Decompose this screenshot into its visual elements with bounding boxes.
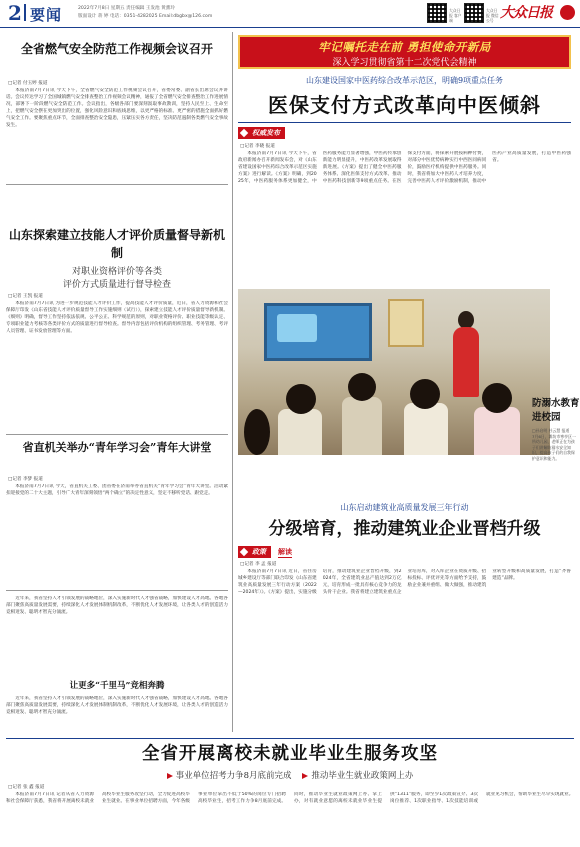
child-figure [286, 384, 316, 414]
banner-subtitle: 深入学习贯彻省第十二次党代会精神 [332, 58, 477, 68]
policy-tag-label: 解读 [278, 547, 292, 556]
child-figure [278, 409, 322, 455]
article-headline[interactable]: 全省开展离校未就业毕业生服务攻坚 [142, 744, 438, 764]
article-kicker: 山东建设国家中医药综合改革示范区，明确9项重点任务 [305, 76, 504, 85]
divider [6, 184, 228, 185]
child-figure [410, 379, 440, 409]
logo-emblem-icon [560, 5, 575, 20]
meta-line-1: 2022年7月8日 星期五 责任编辑 王发池 黄薰玲 [78, 6, 175, 11]
byline: □记者 付玉婷 报道 [8, 81, 48, 86]
article-kicker: 山东启动建筑业高质量发展三年行动 [340, 503, 469, 512]
byline: □记者 王凯 报道 [8, 294, 43, 299]
qr-code-icon[interactable] [464, 3, 484, 23]
article-body: 本报济南7月7日讯 近日，省住房城乡建设厅等部门联合印发《山东省建筑业高质量发展三年行动方案（2022—2024年）》。《方案》提出，实施分级培育，推动建筑业企业晋档升级，到2024年，全省建筑业总产值达到2万亿元，培育形成一批具有核心竞争力的龙头骨干企业。我省将建立建筑业重点企业培育库，对入库企业在资质升级、招标投标、评优评先等方面给予支持，鼓励企业兼并重组、做大做强，推动建筑业转型升级和高质量发展，打造“齐鲁建造”品牌。 [238, 569, 571, 595]
teacher-figure [453, 327, 479, 397]
byline: □记者 李梦 报道 [8, 477, 43, 482]
photo-title: 防溺水教育进校园 [532, 398, 580, 423]
byline: □记者 李晓 报道 [240, 144, 275, 149]
masthead [0, 0, 580, 28]
bullet-triangle-icon [167, 773, 173, 779]
byline: □记者 李 孟 报道 [240, 562, 277, 567]
section-name: 要闻 [30, 6, 63, 24]
article-headline[interactable]: 山东探索建立技能人才评价质量督导新机制 [8, 228, 225, 260]
divider [238, 122, 571, 123]
article-headline[interactable]: 全省燃气安全防范工作视频会议召开 [20, 42, 213, 56]
news-photo[interactable] [238, 289, 550, 455]
article-body: 近年来，我省坚持人才引领发展的战略地位，深入实施新时代人才强省战略，加快建设人才高地。各地各部门聚焦高质量发展需要，持续深化人才发展体制机制改革，不断优化人才发展环境，让各类人才的创造活力竞相迸发、聪明才智充分涌流。 [6, 596, 228, 615]
article-body: 本报济南7月7日讯 记者从省人力资源和社会保障厅获悉，我省将开展离校未就业高校毕业生服务攻坚行动，全力促进高校毕业生就业。在事业单位招聘方面，今年各级事业单位拿出不低于50%的岗位专门招聘高校毕业生，招考工作力争8月底前完成。同时，推动毕业生就业政策网上办、掌上办，对有就业意愿的离校未就业毕业生提供“1311”服务，即至少1次政策宣介、3次岗位推荐、1次职业指导、1次技能培训或就业见习机会，帮助毕业生尽早实现就业。 [6, 792, 574, 804]
child-figure [244, 409, 270, 455]
child-figure [474, 407, 520, 455]
photo-caption [532, 428, 578, 462]
banner-slogan: 牢记嘱托走在前 勇担使命开新局 [318, 40, 491, 54]
article-headline[interactable]: 分级培育，推动建筑业企业晋档升级 [268, 519, 541, 539]
article-subhead: 评价方式质量进行督导检查 [62, 280, 171, 290]
column-divider [232, 32, 233, 732]
lead-headline[interactable]: 医保支付方式改革向中医倾斜 [268, 93, 541, 117]
qr-code-icon[interactable] [427, 3, 447, 23]
divider [6, 434, 228, 435]
child-figure [404, 403, 448, 455]
qr-caption: 大众日报 客户端 [449, 8, 462, 23]
photo-byline: □孙启明 杜云慧 报道 [532, 428, 570, 433]
page-number: 2 [8, 1, 22, 25]
photo-caption-text: 7月6日，潍坊市寒亭区一所幼儿园，老师正在为孩子们讲解防溺水安全知识，提高孩子们的自我保护意识和能力。 [532, 433, 576, 461]
article-headline[interactable]: 省直机关举办“青年学习会”青年大讲堂 [22, 441, 212, 454]
classroom-screen [264, 303, 372, 361]
campaign-banner [238, 35, 571, 69]
article-subhead [6, 769, 574, 781]
article-headline[interactable]: 让更多“千里马”竞相奔腾 [69, 681, 165, 691]
subhead-item: 事业单位招考力争8月底前完成 [175, 771, 292, 781]
article-body: 本报济南7月7日讯 今天下午，全省燃气安全防范工作视频会议召开，省委常委、副省长出席会议并讲话。会议传达学习了全国城镇燃气安全排查整治工作视频会议精神，通报了全省燃气安全排查整治工作进展情况，部署下一阶段燃气安全防范工作。会议指出，各级各部门要深刻汲取事故教训，坚持人民至上、生命至上，把燃气安全摆在更加突出的位置，强化风险意识和底线思维，以更严格的标准、更严密的措施全面抓好燃气安全工作。要聚焦重点环节，全面排查整治安全隐患，压紧压实各方责任，坚决防范遏制各类燃气安全事故发生。 [6, 88, 228, 128]
child-figure [348, 373, 376, 401]
article-body: 本报济南7月7日讯 今天，省直机关工委、团省委在济南举办省直机关“青年学习会”青年大讲堂。活动紧扣迎接党的二十大主题，引导广大青年深刻领悟“两个确立”的决定性意义，坚定不移听党话、跟党走。 [6, 484, 228, 496]
policy-tag: 政策 [238, 546, 271, 558]
child-figure [342, 397, 382, 455]
section-divider [24, 4, 26, 21]
page-meta [78, 5, 318, 20]
child-figure [482, 383, 512, 413]
article-subhead: 对职业资格评价等各类 [71, 267, 162, 277]
article-body: 本报济南7月7日讯 为进一步规范技能人才评价工作，提高技能人才评价质量，近日，省人力资源和社会保障厅印发《山东省技能人才评价质量督导工作实施细则（试行）》，探索建立技能人才评价质量督导新机制。《细则》明确，督导工作坚持依法依规、公平公正、科学规范的原则，对职业资格评价、职业技能等级认定、专项职业能力考核等各类评价方式的质量进行督导检查。督导内容包括评价机构的组织管理、考务管理、考评人员管理、证书发放管理等方面。 [6, 301, 228, 334]
meta-line-2: 版面设计 蒋 婷 电话：0351-4282025 Email:dbgbx@126.com [78, 13, 213, 19]
article-body: 近年来，我省坚持人才引领发展的战略地位，深入实施新时代人才强省战略，加快建设人才高地。各地各部门聚焦高质量发展需要，持续深化人才发展体制机制改革，不断优化人才发展环境，让各类人才的创造活力竞相迸发、聪明才智充分涌流。 [6, 696, 228, 715]
divider [6, 738, 574, 739]
wall-poster [388, 299, 424, 347]
bullet-triangle-icon [302, 773, 308, 779]
newspaper-logo: 大众日报 [500, 5, 552, 21]
article-body: 本报济南7月7日讯 今天下午，省政府新闻办召开新闻发布会，对《山东省建设国家中医药综合改革示范区实施方案》进行解读。《方案》明确，到2025年，中医药服务体系更加健全，中医药服务能力显著增强，中医药传承创新能力明显提升，中医药改革发展取得新进展。《方案》提出了健全中医药服务体系、深化医保支付方式改革、推动中医药科技创新等9项重点任务。在医保支付方面，将探索开展按病种付费，对部分中医优势病种实行中西医同病同价，鼓励医疗机构提供中医药服务。同时，我省将加大中医药人才培养力度，完善中医药人才评价激励机制，推动中医药产业高质量发展，打造中医药强省。 [238, 151, 571, 184]
divider [6, 590, 228, 591]
authority-release-tag: 权威发布 [238, 127, 285, 139]
qr-caption: 大众日报 微信公号 [486, 8, 499, 23]
subhead-item: 推动毕业生就业政策网上办 [311, 771, 414, 781]
byline: □记者 张 鑫 报道 [8, 785, 45, 790]
